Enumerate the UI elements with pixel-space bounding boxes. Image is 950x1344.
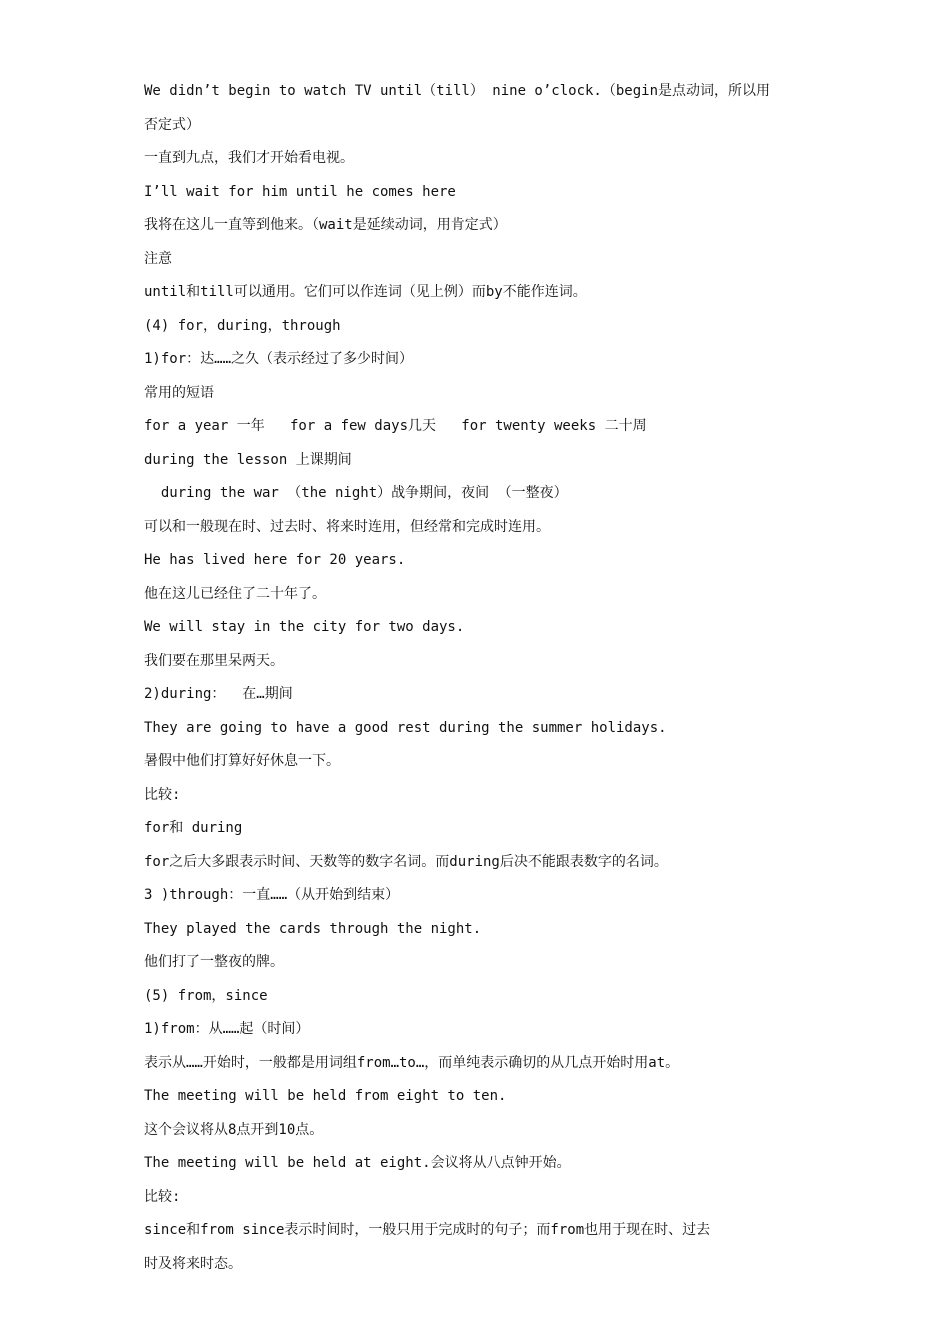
- text-line: 常用的短语: [144, 384, 214, 401]
- text-line: for a year 一年 for a few days几天 for twenty weeks 二十周: [144, 418, 647, 434]
- text-line: during the war （the night）战争期间，夜间 （一整夜）: [144, 485, 568, 501]
- section-heading: 注意: [144, 250, 172, 267]
- text-line: during the lesson 上课期间: [144, 451, 352, 468]
- example-sentence: They are going to have a good rest during the summer holidays.: [144, 719, 667, 736]
- section-heading: (4) for，during，through: [144, 317, 341, 334]
- subsection-heading: 1)for：达……之久（表示经过了多少时间）: [144, 351, 414, 367]
- text-line: 比较:: [144, 786, 181, 803]
- example-translation: 他们打了一整夜的牌。: [144, 954, 284, 970]
- example-sentence: We will stay in the city for two days.: [144, 619, 465, 635]
- text-line: 比较:: [144, 1188, 181, 1205]
- example-translation: 我们要在那里呆两天。: [144, 652, 284, 669]
- subsection-heading: 3 )through：一直……（从开始到结束）: [144, 887, 400, 903]
- example-translation: 这个会议将从8点开到10点。: [144, 1121, 324, 1138]
- example-sentence: The meeting will be held at eight.会议将从八点钟开始。: [144, 1155, 571, 1171]
- text-line: We didn’t begin to watch TV until（till） nine o’clock.（begin是点动词，所以用: [144, 83, 771, 99]
- subsection-heading: 2)during： 在…期间: [144, 686, 293, 702]
- text-line: 一直到九点，我们才开始看电视。: [144, 150, 354, 166]
- text-line: until和till可以通用。它们可以作连词（见上例）而by不能作连词。: [144, 284, 587, 300]
- example-sentence: The meeting will be held from eight to ten.: [144, 1088, 507, 1104]
- document-body: [144, 78, 809, 1284]
- text-line: since和from since表示时间时，一般只用于完成时的句子；而from也用于现在时、过去: [144, 1222, 711, 1238]
- example-sentence: They played the cards through the night.: [144, 920, 482, 937]
- example-translation: 暑假中他们打算好好休息一下。: [144, 753, 340, 769]
- text-line: 表示从……开始时，一般都是用词组from…to…，而单纯表示确切的从几点开始时用at。: [144, 1054, 680, 1071]
- section-heading: (5) from，since: [144, 987, 268, 1004]
- example-translation: 他在这儿已经住了二十年了。: [144, 585, 326, 602]
- text-line: 时及将来时态。: [144, 1255, 242, 1272]
- text-line: 可以和一般现在时、过去时、将来时连用，但经常和完成时连用。: [144, 518, 550, 535]
- text-line: 我将在这儿一直等到他来。（wait是延续动词，用肯定式）: [144, 217, 507, 233]
- text-line: I’ll wait for him until he comes here: [144, 183, 456, 200]
- example-sentence: He has lived here for 20 years.: [144, 552, 406, 568]
- subsection-heading: 1)from：从……起（时间）: [144, 1021, 310, 1037]
- text-line: 否定式）: [144, 116, 200, 133]
- text-line: for之后大多跟表示时间、天数等的数字名词。而during后决不能跟表数字的名词。: [144, 853, 668, 870]
- text-line: for和 during: [144, 820, 243, 836]
